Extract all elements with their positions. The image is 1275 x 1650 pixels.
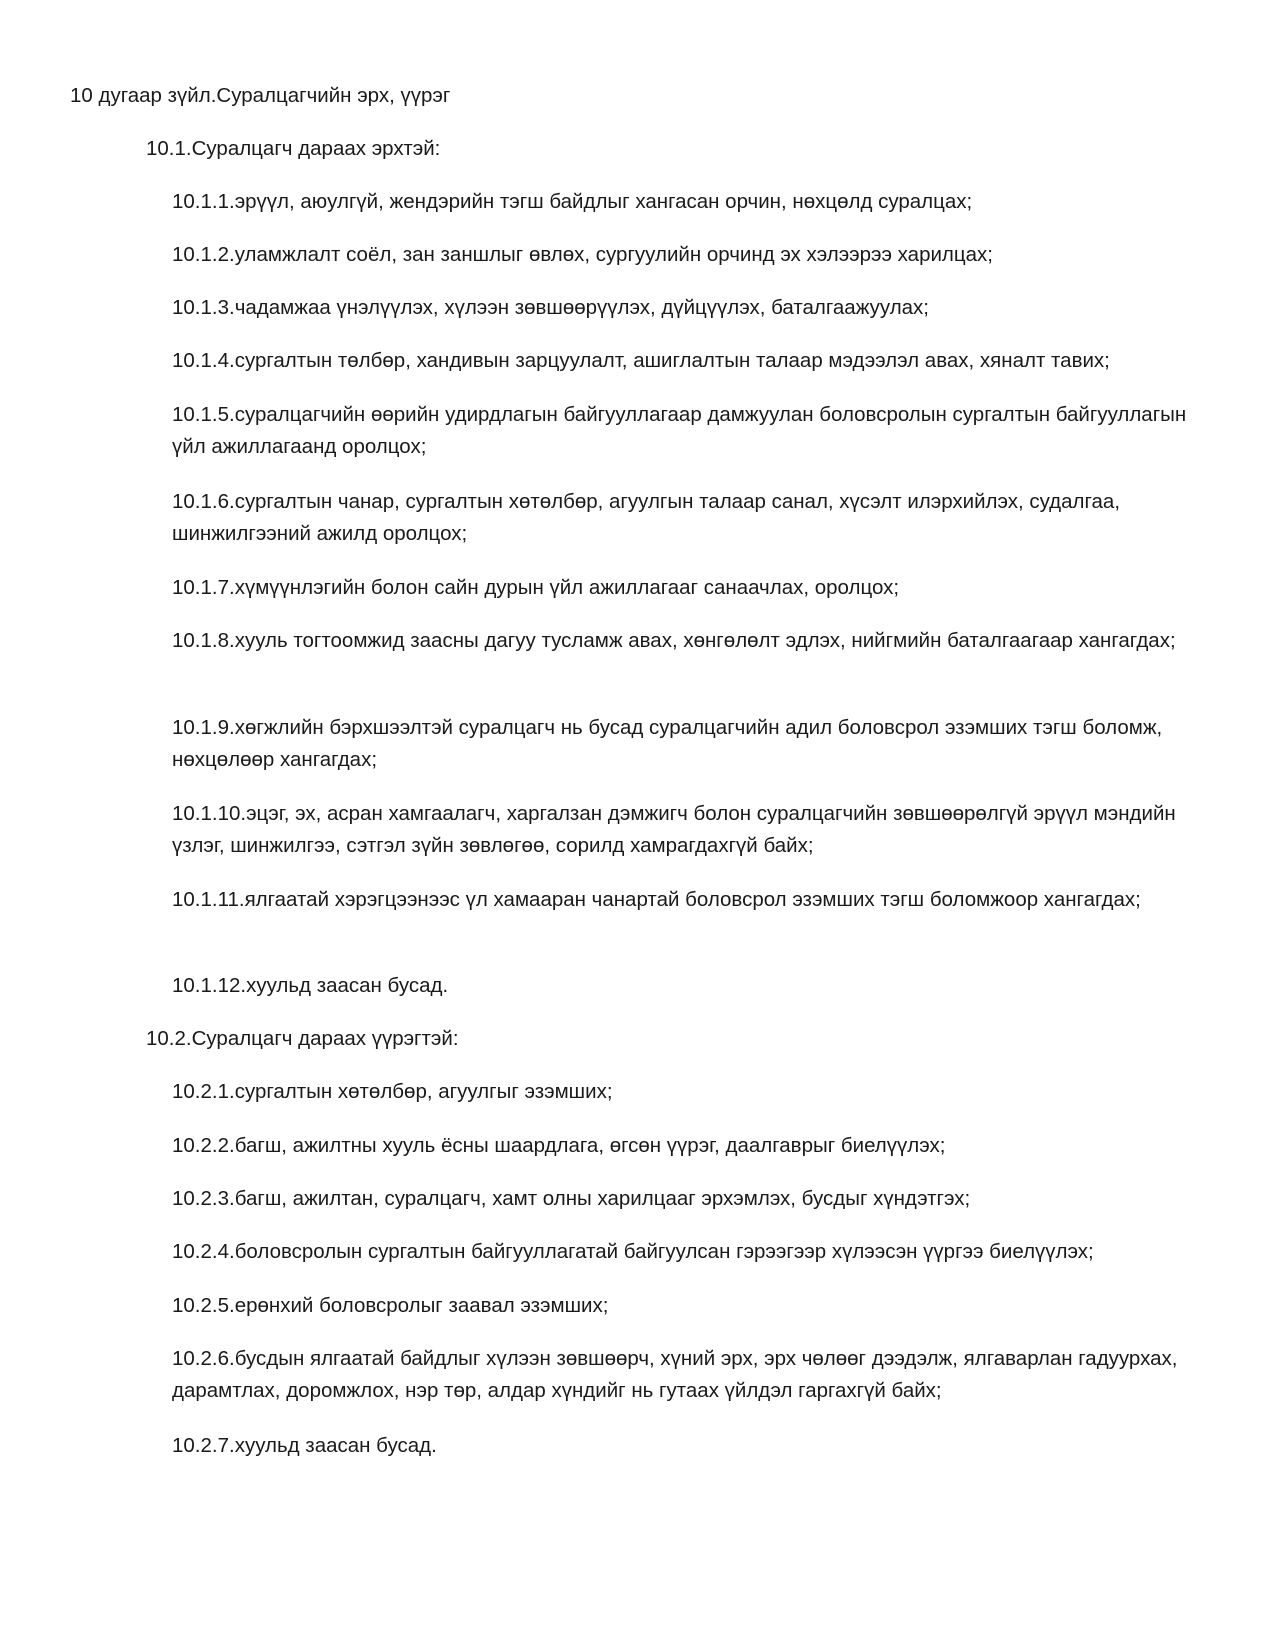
duties-item: 10.2.5.ерөнхий боловсролыг заавал эзэмших; <box>172 1294 609 1317</box>
rights-item: 10.1.2.уламжлалт соёл, зан заншлыг өвлөх, сургуулийн орчинд эх хэлээрээ харилцах; <box>172 243 993 266</box>
rights-item: 10.1.8.хууль тогтоомжид заасны дагуу тусламж авах, хөнгөлөлт эдлэх, нийгмийн баталгаагаар хангагдах; <box>172 629 1176 652</box>
duties-item: 10.2.3.багш, ажилтан, суралцагч, хамт олны харилцааг эрхэмлэх, бусдыг хүндэтгэх; <box>172 1187 971 1210</box>
rights-item: 10.1.6.сургалтын чанар, сургалтын хөтөлбөр, агуулгын талаар санал, хүсэлт илэрхийлэх, судалгаа, шинжилгээний ажилд оролцох; <box>172 490 1121 545</box>
rights-item: 10.1.7.хүмүүнлэгийн болон сайн дурын үйл ажиллагааг санаачлах, оролцох; <box>172 576 900 599</box>
rights-item: 10.1.12.хуульд заасан бусад. <box>172 974 449 997</box>
rights-item: 10.1.10.эцэг, эх, асран хамгаалагч, харгалзан дэмжигч болон суралцагчийн зөвшөөрөлгүй эрүүл мэндийн үзлэг, шинжилгээ, сэтгэл зүйн зөвлөгөө, сорилд хамрагдахгүй байх; <box>172 802 1176 857</box>
duties-item: 10.2.4.боловсролын сургалтын байгууллагатай байгуулсан гэрээгээр хүлээсэн үүргээ биелүүлэх; <box>172 1240 1094 1263</box>
duties-item: 10.2.2.багш, ажилтны хууль ёсны шаардлага, өгсөн үүрэг, даалгаврыг биелүүлэх; <box>172 1134 946 1157</box>
rights-item: 10.1.4.сургалтын төлбөр, хандивын зарцуулалт, ашиглалтын талаар мэдээлэл авах, хяналт тавих; <box>172 349 1110 372</box>
rights-item: 10.1.11.ялгаатай хэрэгцээнээс үл хамааран чанартай боловсрол эзэмших тэгш боломжоор хангагдах; <box>172 888 1141 911</box>
duties-item: 10.2.1.сургалтын хөтөлбөр, агуулгыг эзэмших; <box>172 1080 613 1103</box>
rights-heading: 10.1.Суралцагч дараах эрхтэй: <box>146 137 441 160</box>
duties-item: 10.2.6.бусдын ялгаатай байдлыг хүлээн зөвшөөрч, хүний эрх, эрх чөлөөг дээдэлж, ялгаварлан гадуурхах, дарамтлах, доромжлох, нэр төр, алдар хүндийг нь гутаах үйлдэл гаргахгүй байх; <box>172 1347 1178 1402</box>
rights-item: 10.1.3.чадамжаа үнэлүүлэх, хүлээн зөвшөөрүүлэх, дүйцүүлэх, баталгаажуулах; <box>172 296 929 319</box>
rights-item: 10.1.1.эрүүл, аюулгүй, жендэрийн тэгш байдлыг хангасан орчин, нөхцөлд суралцах; <box>172 190 973 213</box>
duties-heading: 10.2.Суралцагч дараах үүрэгтэй: <box>146 1027 459 1050</box>
rights-item: 10.1.5.суралцагчийн өөрийн удирдлагын байгууллагаар дамжуулан боловсролын сургалтын байгууллагын үйл ажиллагаанд оролцох; <box>172 403 1187 458</box>
duties-item: 10.2.7.хуульд заасан бусад. <box>172 1434 437 1457</box>
article-title: 10 дугаар зүйл.Суралцагчийн эрх, үүрэг <box>70 84 451 107</box>
rights-item: 10.1.9.хөгжлийн бэрхшээлтэй суралцагч нь бусад суралцагчийн адил боловсрол эзэмших тэгш боломж, нөхцөлөөр хангагдах; <box>172 716 1163 771</box>
